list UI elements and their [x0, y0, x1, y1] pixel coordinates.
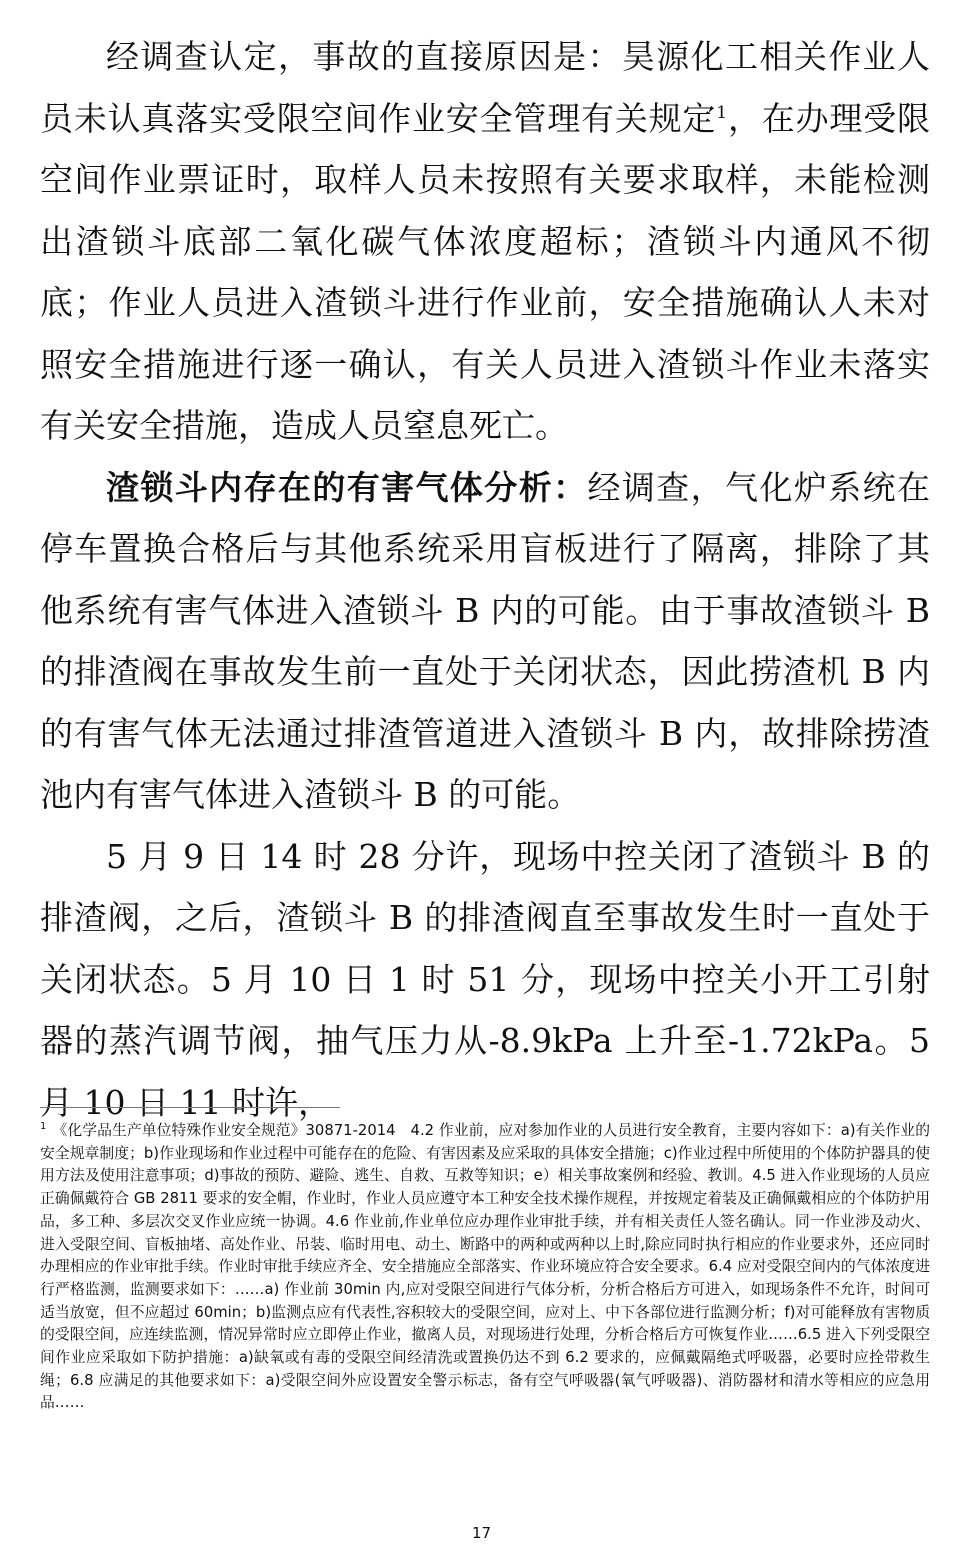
paragraph-text: 经调查认定，事故的直接原因是：昊源化工相关作业人员未认真落实受限空间作业安全管理有关规定 [40, 37, 930, 138]
paragraph-lead-heading: 渣锁斗内存在的有害气体分析： [106, 467, 588, 507]
paragraph-timeline [40, 826, 930, 1134]
paragraph-text: ，在办理受限空间作业票证时，取样人员未按照有关要求取样，未能检测出渣锁斗底部二氧化碳气体浓度超标；渣锁斗内通风不彻底；作业人员进入渣锁斗进行作业前，安全措施确认人未对照安全措施进行逐一确认，有关人员进入渣锁斗作业未落实有关安全措施，造成人员窒息死亡。 [40, 98, 931, 445]
paragraph-direct-cause [40, 26, 930, 457]
footnote [40, 1120, 930, 1415]
footnote-marker: 1 [40, 1121, 47, 1133]
paragraph-text: 5 月 9 日 14 时 28 分许，现场中控关闭了渣锁斗 B 的排渣阀，之后，渣锁斗 B 的排渣阀直至事故发生时一直处于关闭状态。5 月 10 日 1 时 51 分，现场中控关小开工引射器的蒸汽调节阀，抽气压力从-8.9kPa 上升至-1.72kPa。5 月 10 日 11 时许， [40, 836, 930, 1122]
paragraph-gas-analysis [40, 457, 930, 826]
footnote-reference: 1 [716, 102, 728, 123]
body-text [40, 26, 930, 1133]
footnote-text: 《化学品生产单位特殊作业安全规范》30871-2014 4.2 作业前，应对参加作业的人员进行安全教育，主要内容如下：a)有关作业的安全规章制度；b)作业现场和作业过程中可能存在的危险、有害因素及应采取的具体安全措施；c)作业过程中所使用的个体防护器具的使用方法及使用注意事项；d)事故的预防、避险、逃生、自救、互救等知识；e）相关事故案例和经验、教训。4.5 进入作业现场的人员应正确佩戴符合 GB 2811 要求的安全帽，作业时，作业人员应遵守本工种安全技术操作规程，并按规定着装及正确佩戴相应的个体防护用品，多工种、多层次交叉作业应统一协调。4.6 作业前,作业单位应办理作业审批手续，并有相关责任人签名确认。同一作业涉及动火、进入受限空间、盲板抽堵、高处作业、吊装、临时用电、动土、断路中的两种或两种以上时,除应同时执行相应的作业要求外，还应同时办理相应的作业审批手续。作业时审批手续应齐全、安全措施应全部落实、作业环境应符合安全要求。6.4 应对受限空间内的气体浓度进行严格监测，监测要求如下：……a) 作业前 30min 内,应对受限空间进行气体分析，分析合格后方可进入，如现场条件不允许，时间可适当放宽，但不应超过 60min；b)监测点应有代表性,容积较大的受限空间，应对上、中下各部位进行监测分析；f)对可能释放有害物质的受限空间，应连续监测，情况异常时应立即停止作业，撤离人员，对现场进行处理，分析合格后方可恢复作业……6.5 进入下列受限空间作业应采取如下防护措施：a)缺氧或有毒的受限空间经清洗或置换仍达不到 6.2 要求的，应佩戴隔绝式呼吸器，必要时应拴带救生绳；6.8 应满足的其他要求如下：a)受限空间外应设置安全警示标志，备有空气呼吸器(氧气呼吸器)、消防器材和清水等相应的应急用品…… [40, 1122, 930, 1412]
page-number: 17 [471, 1524, 492, 1542]
footnote-divider [40, 1107, 340, 1108]
paragraph-text: 经调查，气化炉系统在停车置换合格后与其他系统采用盲板进行了隔离，排除了其他系统有害气体进入渣锁斗 B 内的可能。由于事故渣锁斗 B 的排渣阀在事故发生前一直处于关闭状态，因此捞渣机 B 内的有害气体无法通过排渣管道进入渣锁斗 B 内，故排除捞渣池内有害气体进入渣锁斗 B 的可能。 [40, 467, 931, 814]
